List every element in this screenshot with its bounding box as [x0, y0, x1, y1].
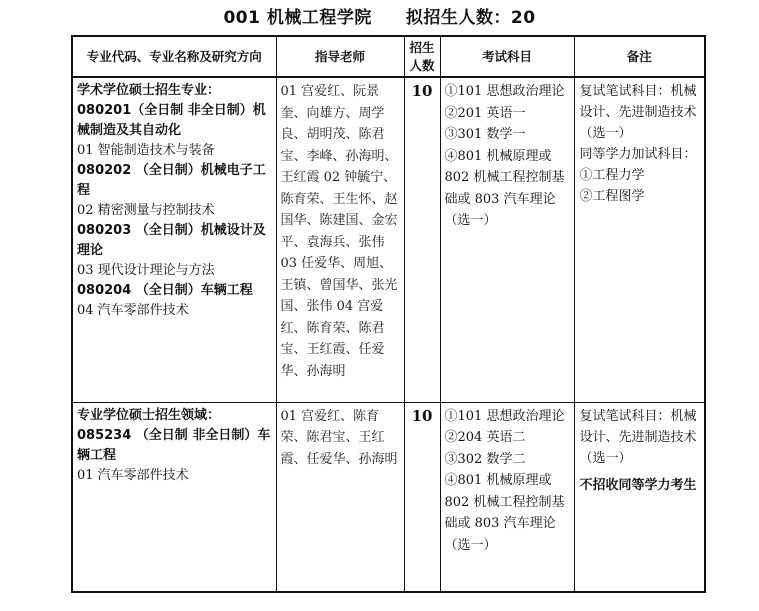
exam-subject: ②201 英语一 — [444, 105, 526, 121]
remark-line: ①工程力学 — [579, 168, 645, 183]
research-direction: 02 精密测量与控制技术 — [77, 203, 215, 218]
exam-subject: ④801 机械原理或 802 机械工程控制基础或 803 汽车理论（选一） — [444, 148, 565, 228]
page-title — [0, 3, 759, 28]
remark-line-bold: 不招收同等学力考生 — [579, 477, 697, 493]
quota-value: 10 — [411, 406, 433, 425]
major-name: 085234 （全日制 非全日制）车辆工程 — [77, 427, 271, 463]
major-cell — [72, 77, 276, 402]
research-direction: 03 现代设计理论与方法 — [77, 263, 215, 278]
header-teacher: 指导老师 — [276, 36, 404, 77]
header-major: 专业代码、专业名称及研究方向 — [72, 36, 276, 77]
teacher-cell — [276, 77, 404, 402]
exam-subject: ①101 思想政治理论 — [444, 408, 565, 424]
major-name: 080201（全日制 非全日制）机械制造及其自动化 — [77, 103, 266, 138]
exam-subject: ②204 英语二 — [444, 430, 526, 445]
exam-subject: ③302 数学二 — [444, 451, 526, 467]
planned-enrollment: 拟招生人数：20 — [405, 8, 536, 28]
remark-cell — [574, 77, 705, 402]
teacher-list: 01 宫爱红、陈育荣、陈君宝、王红霞、任爱华、孙海明 — [280, 408, 398, 467]
research-direction: 04 汽车零部件技术 — [77, 303, 189, 318]
teacher-list: 01 宫爱红、阮景奎、向雄方、周学良、胡明茂、陈君宝、李峰、孙海明、王红霞 02 钟毓宁、陈育荣、王生怀、赵国华、陈建国、金宏平、袁海兵、张伟 03 任爱华、周旭、王镇、曾国华、张光国、张伟 04 宫爱红、陈育荣、陈君宝、王红霞、任爱华、孙海明 — [280, 84, 398, 379]
major-cell — [72, 402, 276, 592]
exam-cell — [440, 402, 574, 592]
quota-cell — [404, 77, 440, 402]
table-header-row — [72, 36, 705, 77]
department-title: 001 机械工程学院 — [223, 8, 372, 28]
exam-subject: ④801 机械原理或 802 机械工程控制基础或 803 汽车理论（选一） — [444, 473, 565, 553]
enrollment-table — [71, 35, 706, 593]
remark-line: 复试笔试科目：机械设计、先进制造技术（选一） — [579, 408, 697, 466]
exam-subject: ③301 数学一 — [444, 127, 526, 142]
major-name: 080203 （全日制）机械设计及理论 — [77, 223, 266, 258]
research-direction: 01 汽车零部件技术 — [77, 467, 189, 483]
research-direction: 01 智能制造技术与装备 — [77, 143, 215, 158]
quota-cell — [404, 402, 440, 592]
section-heading: 学术学位硕士招生专业： — [77, 83, 221, 98]
table-row — [72, 402, 705, 592]
major-name: 080202 （全日制）机械电子工程 — [77, 163, 266, 198]
exam-subject: ①101 思想政治理论 — [444, 84, 565, 99]
header-quota: 招生人数 — [404, 36, 440, 77]
remark-line: 同等学力加试科目： — [579, 147, 697, 162]
remark-cell — [574, 402, 705, 592]
quota-value: 10 — [411, 82, 433, 100]
exam-cell — [440, 77, 574, 402]
table-row — [72, 77, 705, 402]
teacher-cell — [276, 402, 404, 592]
remark-line: 复试笔试科目：机械设计、先进制造技术（选一） — [579, 84, 697, 141]
header-exam: 考试科目 — [440, 36, 574, 77]
section-heading: 专业学位硕士招生领域： — [77, 407, 221, 423]
remark-line: ②工程图学 — [579, 189, 645, 204]
header-remark: 备注 — [574, 36, 705, 77]
major-name: 080204 （全日制）车辆工程 — [77, 283, 253, 298]
